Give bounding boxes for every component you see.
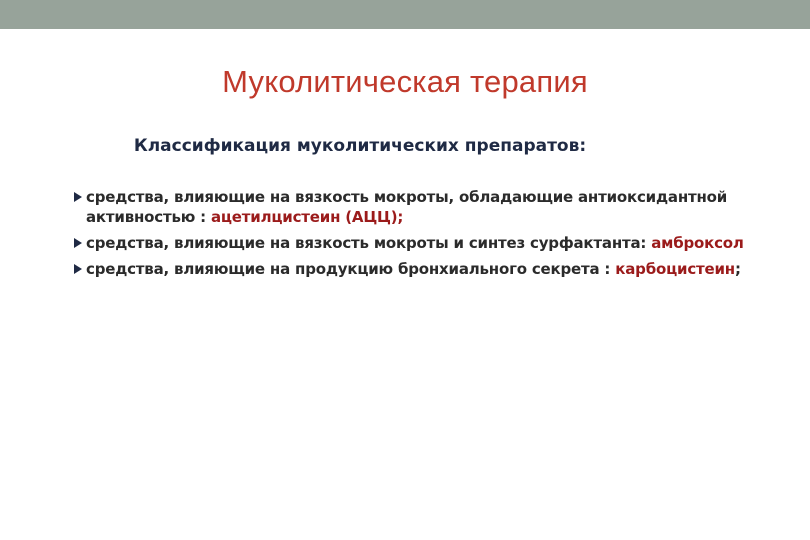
drug-name: ацетилцистеин (АЦЦ); [210,208,404,226]
bullet-list [74,187,774,285]
bullet-text: средства, влияющие на вязкость мокроты и синтез сурфактанта: [86,234,652,252]
arrow-bullet-icon [74,264,82,274]
drug-name: амброксол [651,234,744,252]
drug-name: карбоцистеин [615,260,735,278]
top-bar [0,0,810,29]
arrow-bullet-icon [74,192,82,202]
bullet-text: средства, влияющие на продукцию бронхиального секрета : [86,260,616,278]
arrow-bullet-icon [74,238,82,248]
slide-subtitle: Классификация муколитических препаратов: [133,136,587,156]
bullet-item [74,233,774,253]
bullet-item [74,187,774,227]
bullet-suffix: ; [734,260,741,278]
slide-title: Муколитическая терапия [222,64,588,99]
bullet-text: средства, влияющие на вязкость мокроты, обладающие антиоксидантной активностью : [86,188,728,226]
bullet-item [74,259,774,279]
